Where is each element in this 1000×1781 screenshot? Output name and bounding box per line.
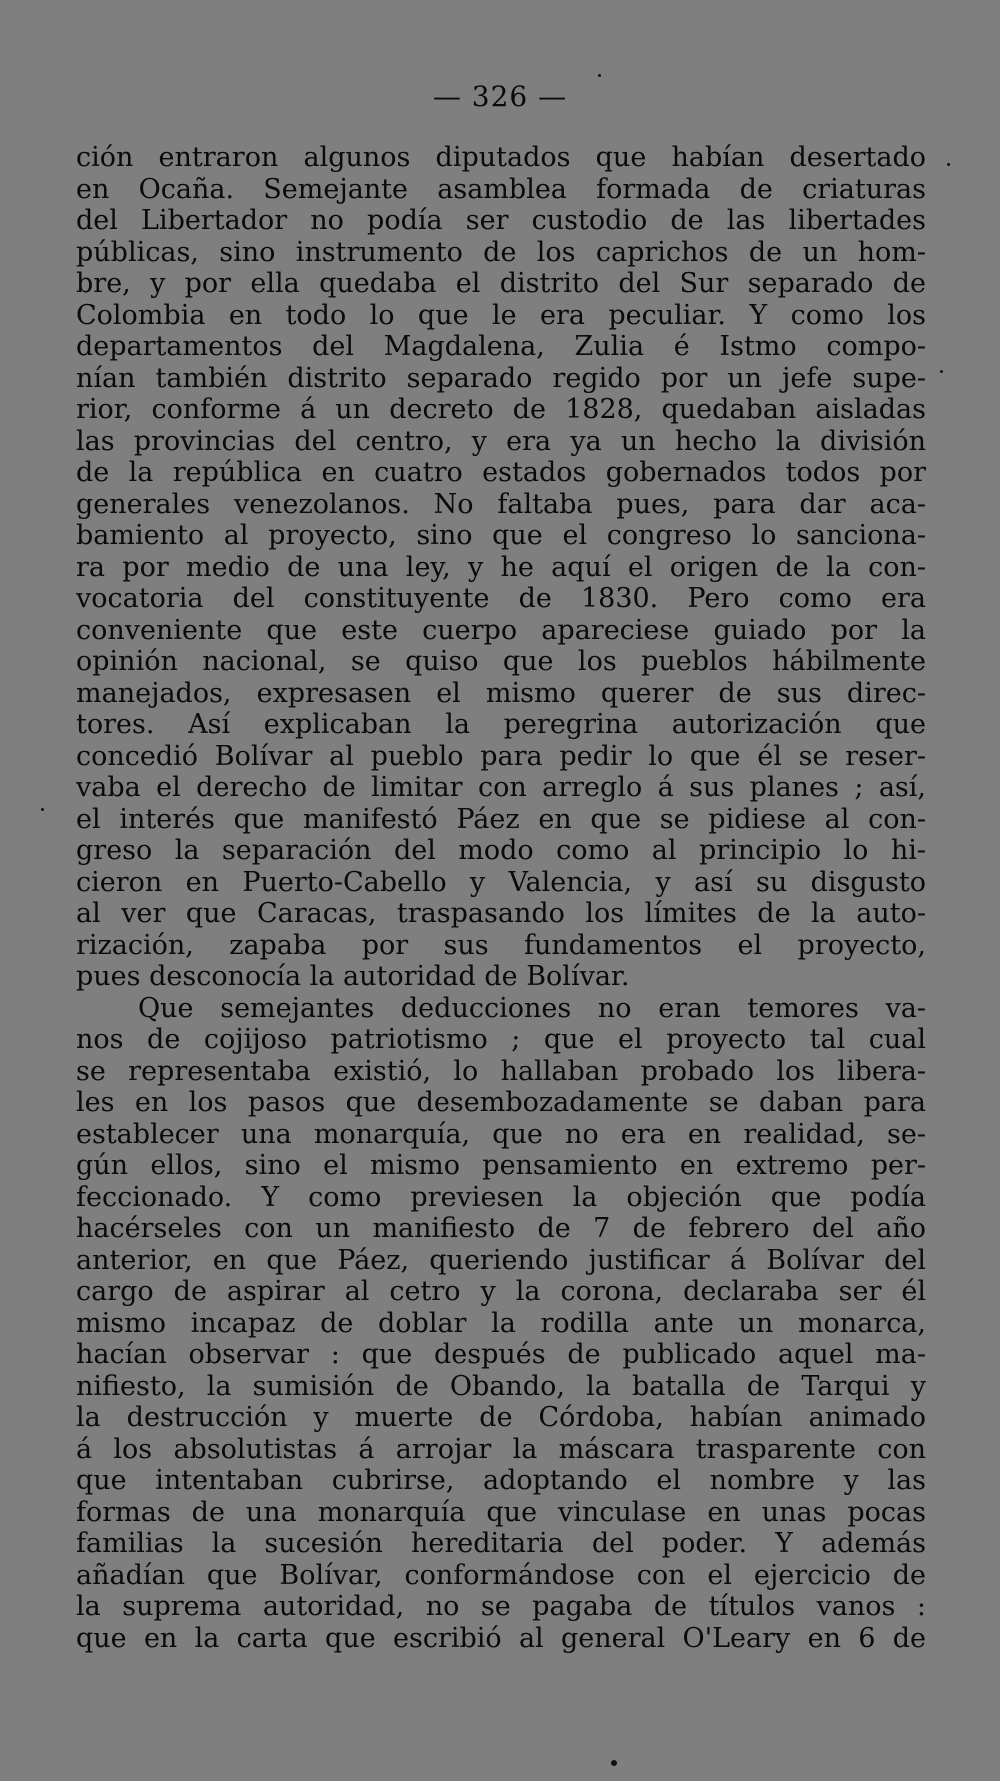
text-line: departamentos del Magdalena, Zulia é Istmo compo- [76, 331, 926, 362]
text-line: en Ocaña. Semejante asamblea formada de criaturas [76, 173, 926, 205]
text-line: la destrucción y muerte de Córdoba, habían animado [76, 1402, 926, 1433]
text-line: ra por medio de una ley, y he aquí el origen de la con- [76, 551, 926, 583]
text-line: rización, zapaba por sus fundamentos el proyecto, [76, 929, 926, 961]
text-line: tores. Así explicaban la peregrina autorización que [76, 709, 926, 740]
text-line: bre, y por ella quedaba el distrito del Sur separado de [76, 268, 926, 299]
text-line: generales venezolanos. No faltaba pues, para dar aca- [76, 488, 926, 520]
scan-speck [41, 808, 44, 811]
text-line: pues desconocía la autoridad de Bolívar. [76, 961, 630, 992]
text-line: cieron en Puerto-Cabello y Valencia, y así su disgusto [76, 866, 926, 898]
page-number: — 326 — [432, 80, 568, 113]
text-line: añadían que Bolívar, conformándose con el ejercicio de [76, 1559, 926, 1591]
text-line: concedió Bolívar al pueblo para pedir lo que él se reser- [76, 740, 926, 772]
text-line: gún ellos, sino el mismo pensamiento en extremo per- [76, 1150, 926, 1181]
text-line: la suprema autoridad, no se pagaba de títulos vanos : [76, 1591, 926, 1622]
text-line: nían también distrito separado regido por un jefe supe- [76, 362, 926, 394]
text-line: rior, conforme á un decreto de 1828, quedaban aisladas [76, 394, 926, 425]
text-line: cargo de aspirar al cetro y la corona, declaraba ser él [76, 1276, 926, 1307]
text-line: las provincias del centro, y era ya un hecho la división [76, 425, 926, 457]
text-line: públicas, sino instrumento de los caprichos de un hom- [76, 236, 926, 268]
text-line: que en la carta que escribió al general O'Leary en 6 de [76, 1622, 926, 1654]
scan-speck [598, 74, 601, 77]
scan-speck [947, 163, 950, 166]
text-line: hacían observar : que después de publicado aquel ma- [76, 1339, 926, 1370]
text-line: del Libertador no podía ser custodio de las libertades [76, 205, 926, 236]
body-text [76, 142, 926, 1654]
text-line: mismo incapaz de doblar la rodilla ante un monarca, [76, 1307, 926, 1339]
scan-speck [940, 370, 943, 373]
text-line: conveniente que este cuerpo apareciese guiado por la [76, 614, 926, 646]
text-line: opinión nacional, se quiso que los pueblos hábilmente [76, 646, 926, 677]
text-line: vocatoria del constituyente de 1830. Pero como era [76, 583, 926, 614]
scan-speck [611, 1760, 617, 1766]
paragraph-1 [76, 142, 926, 993]
text-line: establecer una monarquía, que no era en realidad, se- [76, 1118, 926, 1150]
text-line: Que semejantes deducciones no eran temores va- [138, 992, 926, 1024]
text-line: Colombia en todo lo que le era peculiar. Y como los [76, 299, 926, 331]
text-line: bamiento al proyecto, sino que el congreso lo sanciona- [76, 520, 926, 551]
text-line: hacérseles con un manifiesto de 7 de febrero del año [76, 1213, 926, 1244]
text-line: al ver que Caracas, traspasando los límites de la auto- [76, 898, 926, 929]
paragraph-2 [76, 993, 926, 1655]
text-line: les en los pasos que desembozadamente se daban para [76, 1087, 926, 1118]
text-line: formas de una monarquía que vinculase en unas pocas [76, 1496, 926, 1528]
text-line: de la república en cuatro estados gobernados todos por [76, 457, 926, 488]
text-line: nos de cojijoso patriotismo ; que el proyecto tal cual [76, 1024, 926, 1055]
text-line: manejados, expresasen el mismo querer de sus direc- [76, 677, 926, 709]
text-line: vaba el derecho de limitar con arreglo á sus planes ; así, [76, 772, 926, 803]
text-line: nifiesto, la sumisión de Obando, la batalla de Tarqui y [76, 1370, 926, 1402]
text-line: ción entraron algunos diputados que habían desertado [76, 142, 926, 173]
text-line: feccionado. Y como previesen la objeción que podía [76, 1181, 926, 1213]
text-line: greso la separación del modo como al principio lo hi- [76, 835, 926, 866]
text-line: anterior, en que Páez, queriendo justificar á Bolívar del [76, 1244, 926, 1276]
text-line: familias la sucesión hereditaria del poder. Y además [76, 1528, 926, 1559]
text-line: el interés que manifestó Páez en que se pidiese al con- [76, 803, 926, 835]
text-line: á los absolutistas á arrojar la máscara trasparente con [76, 1433, 926, 1465]
text-line: se representaba existió, lo hallaban probado los libera- [76, 1055, 926, 1087]
text-line: que intentaban cubrirse, adoptando el nombre y las [76, 1465, 926, 1496]
